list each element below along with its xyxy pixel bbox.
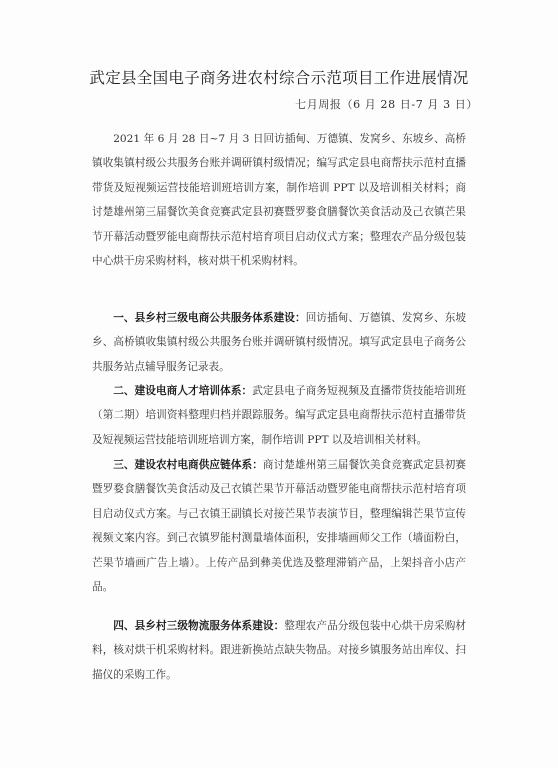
section-heading-1: 一、县乡村三级电商公共服务体系建设：: [113, 312, 306, 324]
section-text-1: 回访插甸、万德镇、发窝乡、东坡乡、高桥镇收集镇村级公共服务台账并调研镇村级情况。填写武定县电子商务公共服务站点辅导服务记录表。: [92, 312, 467, 373]
section-text-3: 商讨楚雄州第三届餐饮美食竞赛武定县初赛暨罗婺食膳餐饮美食活动及己衣镇芒果节开幕活动暨罗能电商帮扶示范村培育项目启动仪式方案。与己衣镇王副镇长对接芒果节表演节目，整理编辑芒果节宣传视频文案内容。到己衣镇罗能村测量墙体面积，安排墙画师父工作（墙面粉白，芒果节墙画广告上墙）。上传产品到彝美优选及整理滞销产品，上架抖音小店产品。: [92, 459, 467, 594]
section-heading-2: 二、建设电商人才培训体系：: [113, 385, 253, 397]
section-heading-4: 四、县乡村三级物流服务体系建设：: [113, 620, 285, 632]
section-paragraph-2: [92, 379, 466, 452]
document-title: 武定县全国电子商务进农村综合示范项目工作进展情况: [89, 69, 469, 87]
section-paragraph-3: [92, 453, 466, 599]
document-subtitle: 七月周报（6 月 28 日-7 月 3 日）: [295, 98, 478, 111]
section-text-4: 整理农产品分级包装中心烘干房采购材料，核对烘干机采购材料。跟进新换站点缺失物品。对接乡镇服务站出库仪、扫描仪的采购工作。: [92, 620, 466, 681]
section-text-2: 武定县电子商务短视频及直播带货技能培训班（第二期）培训资料整理归档并跟踪服务。编写武定县电商帮扶示范村直播带货及短视频运营技能培训班培训方案，制作培训 PPT 以及培训相关材料。: [92, 385, 467, 446]
section-paragraph-1: [92, 306, 466, 379]
section-heading-3: 三、建设农村电商供应链体系：: [113, 459, 263, 471]
section-paragraph-4: [92, 614, 466, 687]
intro-paragraph: 2021 年 6 月 28 日~7 月 3 日回访插甸、万德镇、发窝乡、东坡乡、高桥镇收集镇村级公共服务台账并调研镇村级情况；编写武定县电商帮扶示范村直播带货及短视频运营技能培训班培训方案，制作培训 PPT 以及培训相关材料；商讨楚雄州第三届餐饮美食竞赛武定县初赛暨罗婺食膳餐饮美食活动及己衣镇芒果节开幕活动暨罗能电商帮扶示范村培育项目启动仪式方案；整理农产品分级包装中心烘干房采购材料，核对烘干机采购材料。: [92, 133, 466, 268]
